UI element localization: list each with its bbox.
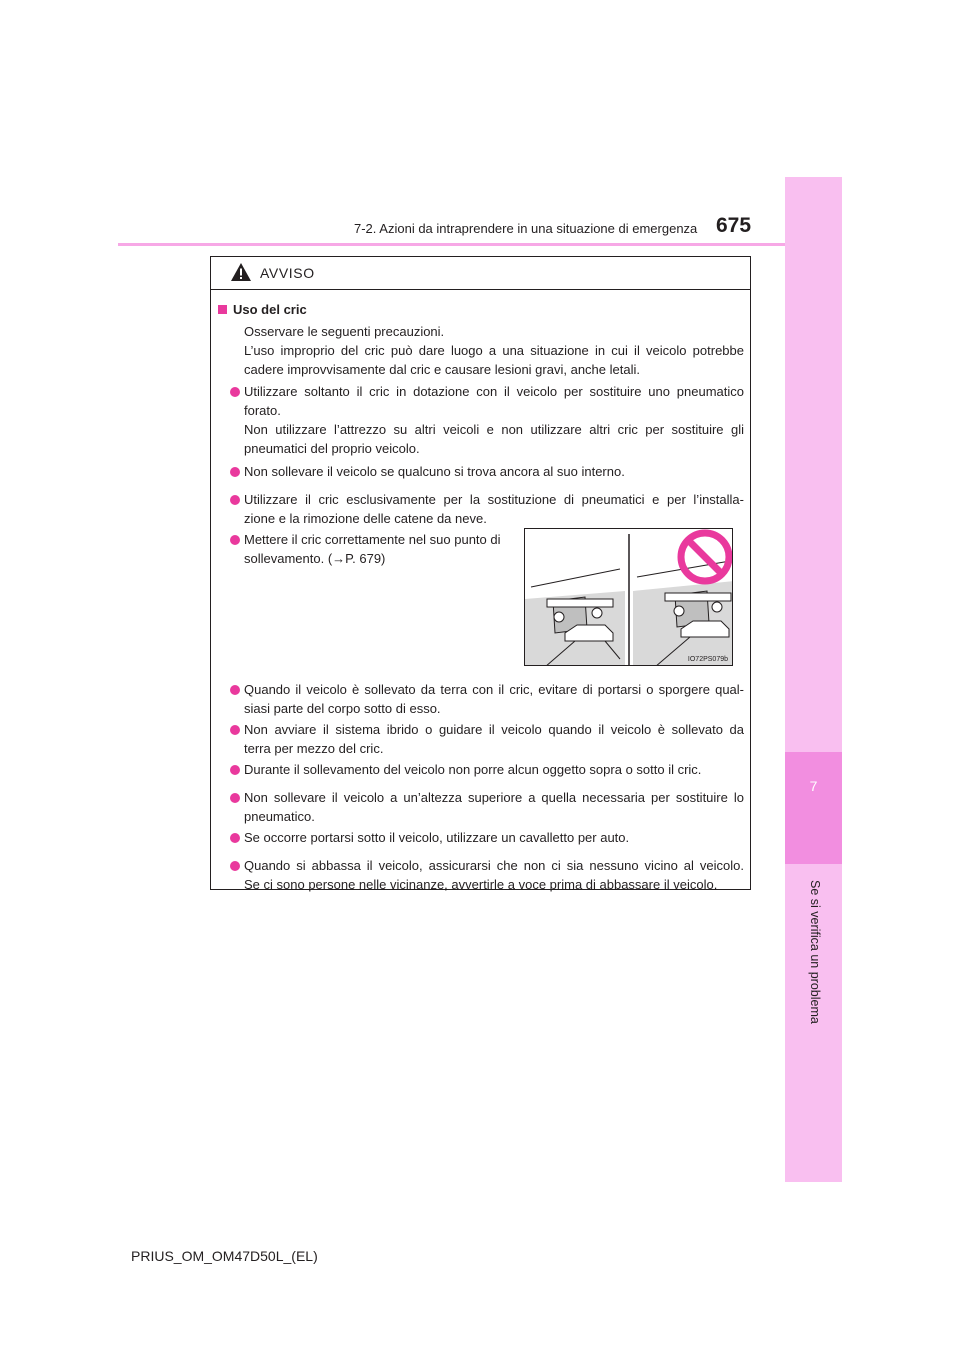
list-item-line: Mettere il cric correttamente nel suo punto di	[244, 532, 501, 547]
page-number: 675	[716, 214, 752, 237]
list-item-line: Utilizzare soltanto il cric in dotazione con il veicolo per sostituire uno pneumatico	[244, 384, 744, 399]
round-bullet-icon	[230, 495, 240, 505]
list-item-line: pneumatici del proprio veicolo.	[244, 441, 420, 456]
round-bullet-icon	[230, 467, 240, 477]
chapter-side-tab-active	[785, 752, 842, 864]
list-item-line: Non avviare il sistema ibrido o guidare il veicolo quando il veicolo è sollevato da	[244, 722, 744, 737]
list-item-line: Durante il sollevamento del veicolo non porre alcun oggetto sopra o sotto il cric.	[244, 762, 702, 777]
round-bullet-icon	[230, 861, 240, 871]
intro-line: L’uso improprio del cric può dare luogo a una situazione in cui il veicolo potrebbe	[244, 343, 744, 358]
warning-box	[210, 256, 751, 890]
list-item-line: Se ci sono persone nelle vicinanze, avvertirle a voce prima di abbassare il veicolo.	[244, 877, 718, 892]
chapter-label: Se si verifica un problema	[808, 880, 822, 1024]
jack-illustration	[525, 529, 733, 666]
round-bullet-icon	[230, 685, 240, 695]
warning-header	[211, 257, 750, 290]
list-item-line: Utilizzare il cric esclusivamente per la sostituzione di pneumatici e per l’installa-	[244, 492, 744, 507]
warning-triangle-icon	[230, 262, 252, 282]
header-rule	[118, 243, 785, 246]
list-item-line: forato.	[244, 403, 281, 418]
list-item-line: Non utilizzare l’attrezzo su altri veicoli e non utilizzare altri cric per sostituire gli	[244, 422, 744, 437]
warning-heading: Uso del cric	[218, 300, 307, 319]
list-item-line: Se occorre portarsi sotto il veicolo, utilizzare un cavalletto per auto.	[244, 830, 630, 845]
round-bullet-icon	[230, 765, 240, 775]
round-bullet-icon	[230, 793, 240, 803]
round-bullet-icon	[230, 387, 240, 397]
warning-title: AVVISO	[260, 265, 315, 281]
list-item-line: zione e la rimozione delle catene da neve.	[244, 511, 487, 526]
round-bullet-icon	[230, 535, 240, 545]
list-item-line: pneumatico.	[244, 809, 315, 824]
round-bullet-icon	[230, 725, 240, 735]
list-item-line: Quando si abbassa il veicolo, assicurarsi che non ci sia nessuno vicino al veicolo.	[244, 858, 744, 873]
round-bullet-icon	[230, 833, 240, 843]
chapter-number: 7	[809, 778, 818, 794]
footer-doc-code: PRIUS_OM_OM47D50L_(EL)	[131, 1248, 318, 1264]
square-bullet-icon	[218, 305, 227, 314]
list-item-line: sollevamento. (→P. 679)	[244, 551, 386, 566]
list-item-line: Non sollevare il veicolo se qualcuno si trova ancora al suo interno.	[244, 464, 625, 479]
jack-placement-figure	[524, 528, 733, 666]
intro-line: Osservare le seguenti precauzioni.	[244, 324, 445, 339]
intro-line: cadere improvvisamente dal cric e causare lesioni gravi, anche letali.	[244, 362, 640, 377]
list-item-line: siasi parte del corpo sotto di esso.	[244, 701, 441, 716]
figure-code: IO72PS079b	[687, 656, 728, 663]
list-item-line: Non sollevare il veicolo a un’altezza superiore a quella necessaria per sostituire lo	[244, 790, 744, 805]
section-title: 7-2. Azioni da intraprendere in una situazione di emergenza	[354, 221, 698, 236]
list-item-line: Quando il veicolo è sollevato da terra con il cric, evitare di portarsi o sporgere qual-	[244, 682, 744, 697]
list-item-line: terra per mezzo del cric.	[244, 741, 384, 756]
